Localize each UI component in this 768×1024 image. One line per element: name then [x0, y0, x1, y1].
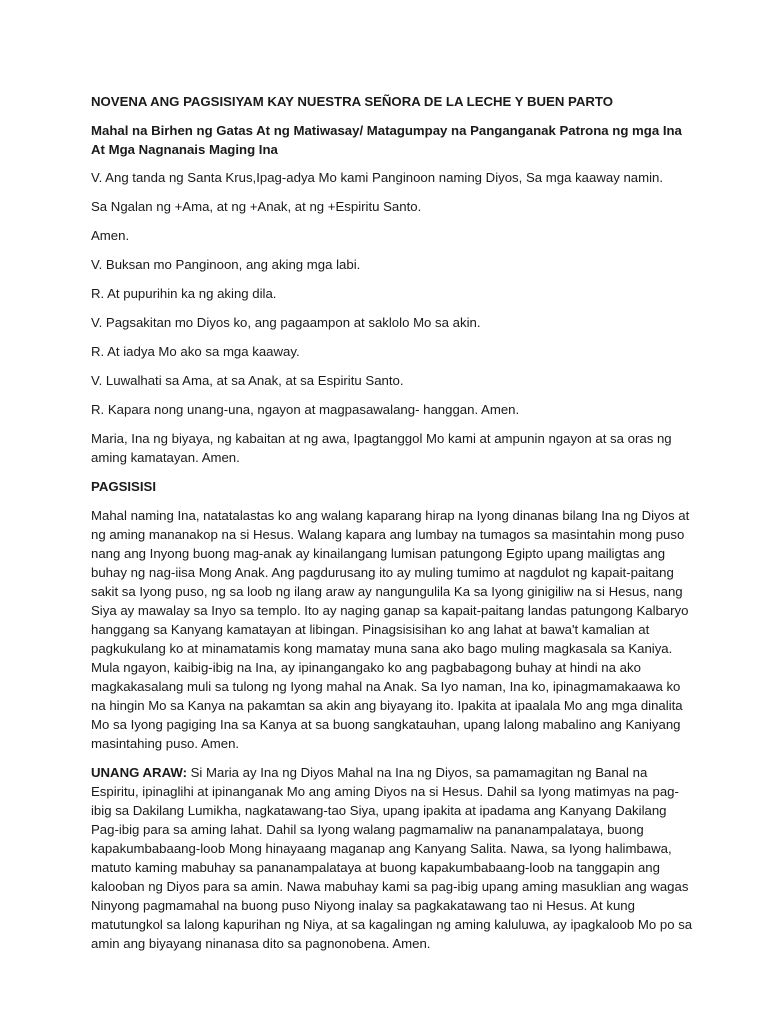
opening-response-deliver: R. At iadya Mo ako sa mga kaaway.: [91, 344, 300, 359]
document-subtitle: Mahal na Birhen ng Gatas At ng Matiwasay/ Matagumpay na Panganganak Patrona ng mga Ina At Mga Nagnanais Maging Ina: [91, 123, 682, 157]
opening-versicle-help: V. Pagsakitan mo Diyos ko, ang pagaampon at saklolo Mo sa akin.: [91, 315, 481, 330]
pagsisisi-text: Mahal naming Ina, natatalastas ko ang walang kaparang hirap na Iyong dinanas bilang Ina ng Diyos at ng aming mananakop na si Hesus. Walang kapara ang lumbay na tumagos sa masintahin mong puso nang ang Inyong buong mag-anak ay kinailangang lumisan patungong Egipto upang mailigtas ang buhay ng nag-iisa Mong Anak. Ang pagdurusang ito ay muling tumimo at nagdulot ng kapait-paitang sakit sa Iyong puso, ng sa loob ng ilang araw ay nangungulila Ka sa Iyong ginigiliw na si Hesus, nang Siya ay mawalay sa Inyo sa templo. Ito ay naging ganap sa kapait-paitang landas patungong Kalbaryo hanggang sa Kanyang kamatayan at libingan. Pinagsisisihan ko ang lahat at bawa't kamalian at pagkukulang ko at minamatamis kong mamatay muna sana ako bago muling magkasala sa Kaniya. Mula ngayon, kaibig-ibig na Ina, ay ipinangangako ko ang pagbabagong buhay at hindi na ako magkakasalang muli sa tulong ng Iyong mahal na Anak. Sa Iyo naman, Ina ko, ipinagmamakaawa ko na hingin Mo sa Kanya na pakamtan sa akin ang biyayang ito. Ipakita at ipaalala Mo ang mga dinalita Mo sa Iyong pagiging Ina sa Kanya at sa buong sangkatauhan, upang lalong mabalino ang Kaniyang masintahing puso. Amen.: [91, 508, 690, 751]
opening-versicle-sign-of-cross: V. Ang tanda ng Santa Krus,Ipag-adya Mo kami Panginoon naming Diyos, Sa mga kaaway namin.: [91, 170, 664, 185]
unang-araw-text: Si Maria ay Ina ng Diyos Mahal na Ina ng Diyos, sa pamamagitan ng Banal na Espiritu, ipinaglihi at ipinanganak Mo ang aming Diyos na si Hesus. Dahil sa Iyong matimyas na pag-ibig sa Dakilang Lumikha, nagkatawang-tao Siya, upang ipakita at ipadama ang Kanyang Dakilang Pag-ibig para sa aming lahat. Dahil sa Iyong walang pagmamaliw na pananampalataya, buong kapakumbabaang-loob Mong hinayaang maganap ang Kanyang Salita. Nawa, sa Iyong halimbawa, matuto kaming mabuhay sa pananampalataya at buong kapakumbabaang-loob na tanggapin ang kalooban ng Diyos para sa amin. Nawa mabuhay kami sa pag-ibig upang aming masuklian ang wagas Ninyong pagmamahal na buong puso Niyong inalay sa pagkakatawang tao ni Hesus. At kung matutungkol sa lalong kapurihan ng Niya, at sa kagalingan ng aming kaluluwa, ay ipagkaloob Mo po sa amin ang biyayang ninanasa dito sa pagnonobena. Amen.: [91, 765, 693, 951]
unang-araw-label: UNANG ARAW:: [91, 765, 187, 780]
opening-response-praise: R. At pupurihin ka ng aking dila.: [91, 286, 277, 301]
opening-maria-prayer: Maria, Ina ng biyaya, ng kabaitan at ng awa, Ipagtanggol Mo kami at ampunin ngayon at sa oras ng aming kamatayan. Amen.: [91, 431, 672, 465]
opening-in-the-name: Sa Ngalan ng +Ama, at ng +Anak, at ng +Espiritu Santo.: [91, 199, 422, 214]
opening-response-as-it-was: R. Kapara nong unang-una, ngayon at magpasawalang- hanggan. Amen.: [91, 402, 520, 417]
opening-versicle-glory: V. Luwalhati sa Ama, at sa Anak, at sa Espiritu Santo.: [91, 373, 404, 388]
unang-araw-section: [91, 763, 698, 953]
opening-versicle-open-lips: V. Buksan mo Panginoon, ang aking mga labi.: [91, 257, 361, 272]
opening-amen: Amen.: [91, 228, 130, 243]
pagsisisi-heading: PAGSISISI: [91, 479, 156, 494]
document-title: NOVENA ANG PAGSISIYAM KAY NUESTRA SEÑORA DE LA LECHE Y BUEN PARTO: [91, 94, 613, 109]
